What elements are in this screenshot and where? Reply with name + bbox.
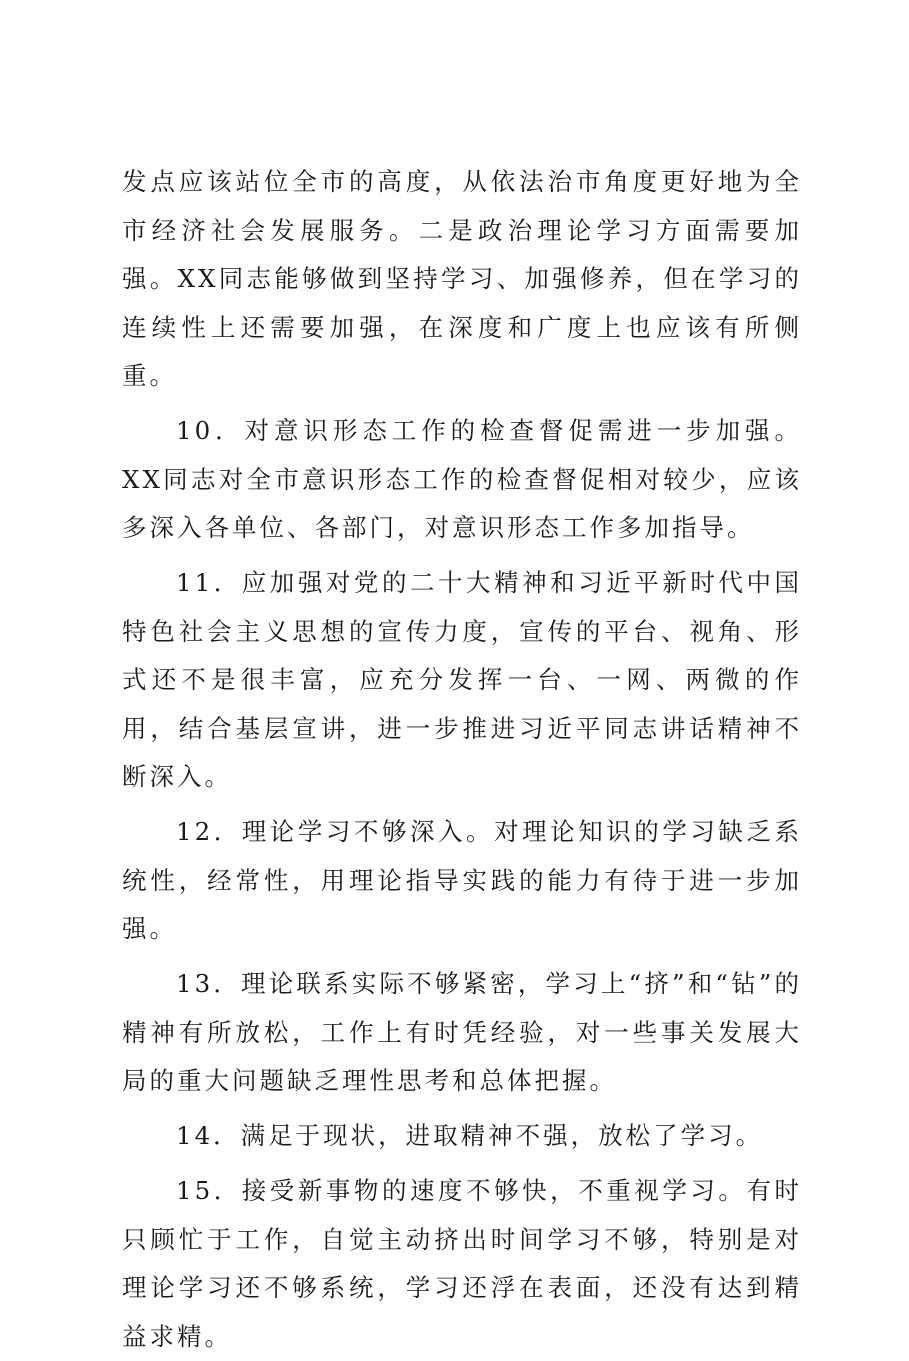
paragraph-item-10: 10．对意识形态工作的检查督促需进一步加强。XX同志对全市意识形态工作的检查督促相对较少，应该多深入各单位、各部门，对意识形态工作多加指导。 xyxy=(122,416,802,542)
paragraph-item-14: 14．满足于现状，进取精神不强，放松了学习。 xyxy=(176,1121,764,1150)
paragraph-continuation: 发点应该站位全市的高度，从依法治市角度更好地为全市经济社会发展服务。二是政治理论学习方面需要加强。XX同志能够做到坚持学习、加强修养，但在学习的连续性上还需要加强，在深度和广度上也应该有所侧重。 xyxy=(122,167,802,390)
document-body xyxy=(122,158,802,1361)
paragraph-item-12: 12．理论学习不够深入。对理论知识的学习缺乏系统性，经常性，用理论指导实践的能力有待于进一步加强。 xyxy=(122,817,802,943)
paragraph-item-11: 11．应加强对党的二十大精神和习近平新时代中国特色社会主义思想的宣传力度，宣传的平台、视角、形式还不是很丰富，应充分发挥一台、一网、两微的作用，结合基层宣讲，进一步推进习近平同志讲话精神不断深入。 xyxy=(122,568,802,791)
paragraph-item-15: 15．接受新事物的速度不够快，不重视学习。有时只顾忙于工作，自觉主动挤出时间学习不够，特别是对理论学习还不够系统，学习还浮在表面，还没有达到精益求精。 xyxy=(122,1176,802,1351)
paragraph-item-13: 13．理论联系实际不够紧密，学习上“挤”和“钻”的精神有所放松，工作上有时凭经验，对一些事关发展大局的重大问题缺乏理性思考和总体把握。 xyxy=(122,969,802,1095)
